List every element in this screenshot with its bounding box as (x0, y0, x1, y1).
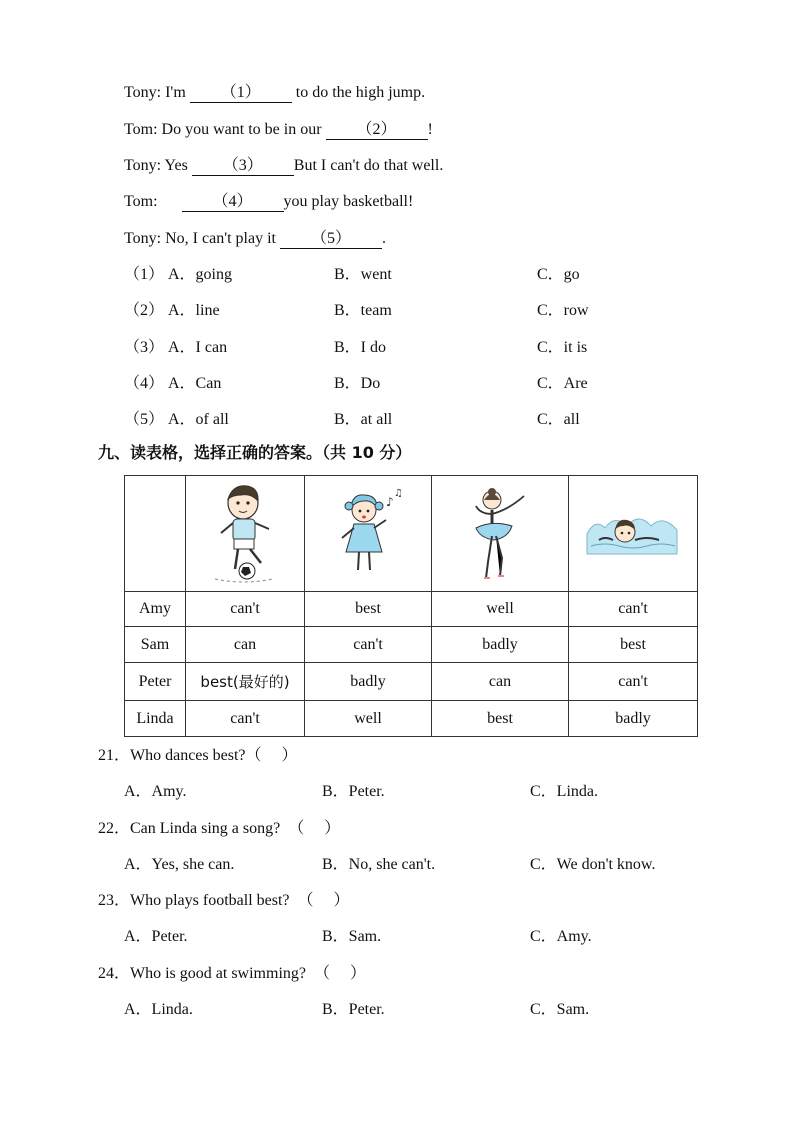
empty-corner-cell (125, 476, 186, 592)
table-cell: best(最好的) (186, 663, 305, 701)
option-number: （2） (124, 302, 165, 319)
table-cell: best (569, 627, 698, 663)
option-c: C．row (537, 302, 589, 319)
dialogue-line-3: Tony: Yes （3） But I can't do that well. (124, 152, 443, 176)
answer-blank: （3） (192, 152, 294, 176)
option-c: C．We don't know. (530, 856, 656, 873)
question-text: 21．Who dances best?（ ） (98, 747, 298, 764)
option-b: B．went (334, 266, 392, 283)
option-c: C．all (537, 411, 580, 428)
option-number: （4） (124, 375, 165, 392)
option-b: B．I do (334, 339, 387, 356)
option-number: （3） (124, 339, 165, 356)
dialogue-line-1: Tony: I'm （1） to do the high jump. (124, 79, 425, 103)
table-row (125, 701, 698, 737)
question-text: 22．Can Linda sing a song? （ ） (98, 820, 341, 837)
answer-blank: （4） (182, 188, 284, 212)
table-cell: can't (569, 663, 698, 701)
table-cell: best (432, 701, 569, 737)
header-cell-dancing (432, 476, 569, 592)
option-a: A．Can (168, 375, 222, 392)
table-cell: can't (305, 627, 432, 663)
table-cell: well (432, 592, 569, 627)
svg-text:♫: ♫ (394, 487, 403, 499)
question-text: 23．Who plays football best? （ ） (98, 892, 350, 909)
dialogue-line-2: Tom: Do you want to be in our （2） ! (124, 116, 433, 140)
option-c: C．Sam. (530, 1001, 590, 1018)
option-a: A．line (168, 302, 220, 319)
table-row (125, 663, 698, 701)
option-a: A．Linda. (124, 1001, 193, 1018)
header-cell-singing (305, 476, 432, 592)
activity-table (124, 475, 698, 737)
option-b: B．No, she can't. (322, 856, 436, 873)
table-cell: can't (186, 592, 305, 627)
option-number: （1） (124, 266, 165, 283)
option-c: C．Are (537, 375, 588, 392)
option-a: A．Amy. (124, 783, 187, 800)
table-cell: can't (569, 592, 698, 627)
option-c: C．Amy. (530, 928, 592, 945)
option-b: B．Peter. (322, 1001, 385, 1018)
table-cell: badly (305, 663, 432, 701)
section-heading: 九、读表格，选择正确的答案。（共 10 分） (98, 443, 412, 462)
answer-blank: （5） (280, 225, 382, 249)
option-b: B．Peter. (322, 783, 385, 800)
option-number: （5） (124, 411, 165, 428)
table-cell: well (305, 701, 432, 737)
option-c: C．go (537, 266, 580, 283)
option-a: A．Peter. (124, 928, 188, 945)
table-row (125, 592, 698, 627)
table-cell: best (305, 592, 432, 627)
option-b: B．team (334, 302, 392, 319)
option-a: A．going (168, 266, 233, 283)
option-a: A．of all (168, 411, 229, 428)
option-b: B．at all (334, 411, 393, 428)
football-player-icon (203, 481, 287, 587)
row-name: Amy (125, 592, 186, 627)
option-c: C．Linda. (530, 783, 598, 800)
answer-blank: （1） (190, 79, 292, 103)
row-name: Peter (125, 663, 186, 701)
answer-blank: （2） (326, 116, 428, 140)
option-a: A．I can (168, 339, 228, 356)
row-name: Linda (125, 701, 186, 737)
header-cell-football (186, 476, 305, 592)
table-cell: can (432, 663, 569, 701)
table-cell: badly (432, 627, 569, 663)
dialogue-line-5: Tony: No, I can't play it （5） . (124, 225, 386, 249)
row-name: Sam (125, 627, 186, 663)
option-b: B．Sam. (322, 928, 382, 945)
table-cell: can't (186, 701, 305, 737)
table-cell: badly (569, 701, 698, 737)
swimmer-icon (585, 506, 681, 562)
svg-text:♪: ♪ (386, 494, 394, 509)
ballet-dancer-icon (458, 484, 542, 584)
dialogue-line-4: Tom: （4） you play basketball! (124, 188, 413, 212)
singing-girl-icon (332, 486, 404, 582)
question-text: 24．Who is good at swimming? （ ） (98, 965, 366, 982)
table-row (125, 627, 698, 663)
option-a: A．Yes, she can. (124, 856, 235, 873)
option-c: C．it is (537, 339, 588, 356)
option-b: B．Do (334, 375, 381, 392)
header-cell-swimming (569, 476, 698, 592)
table-cell: can (186, 627, 305, 663)
